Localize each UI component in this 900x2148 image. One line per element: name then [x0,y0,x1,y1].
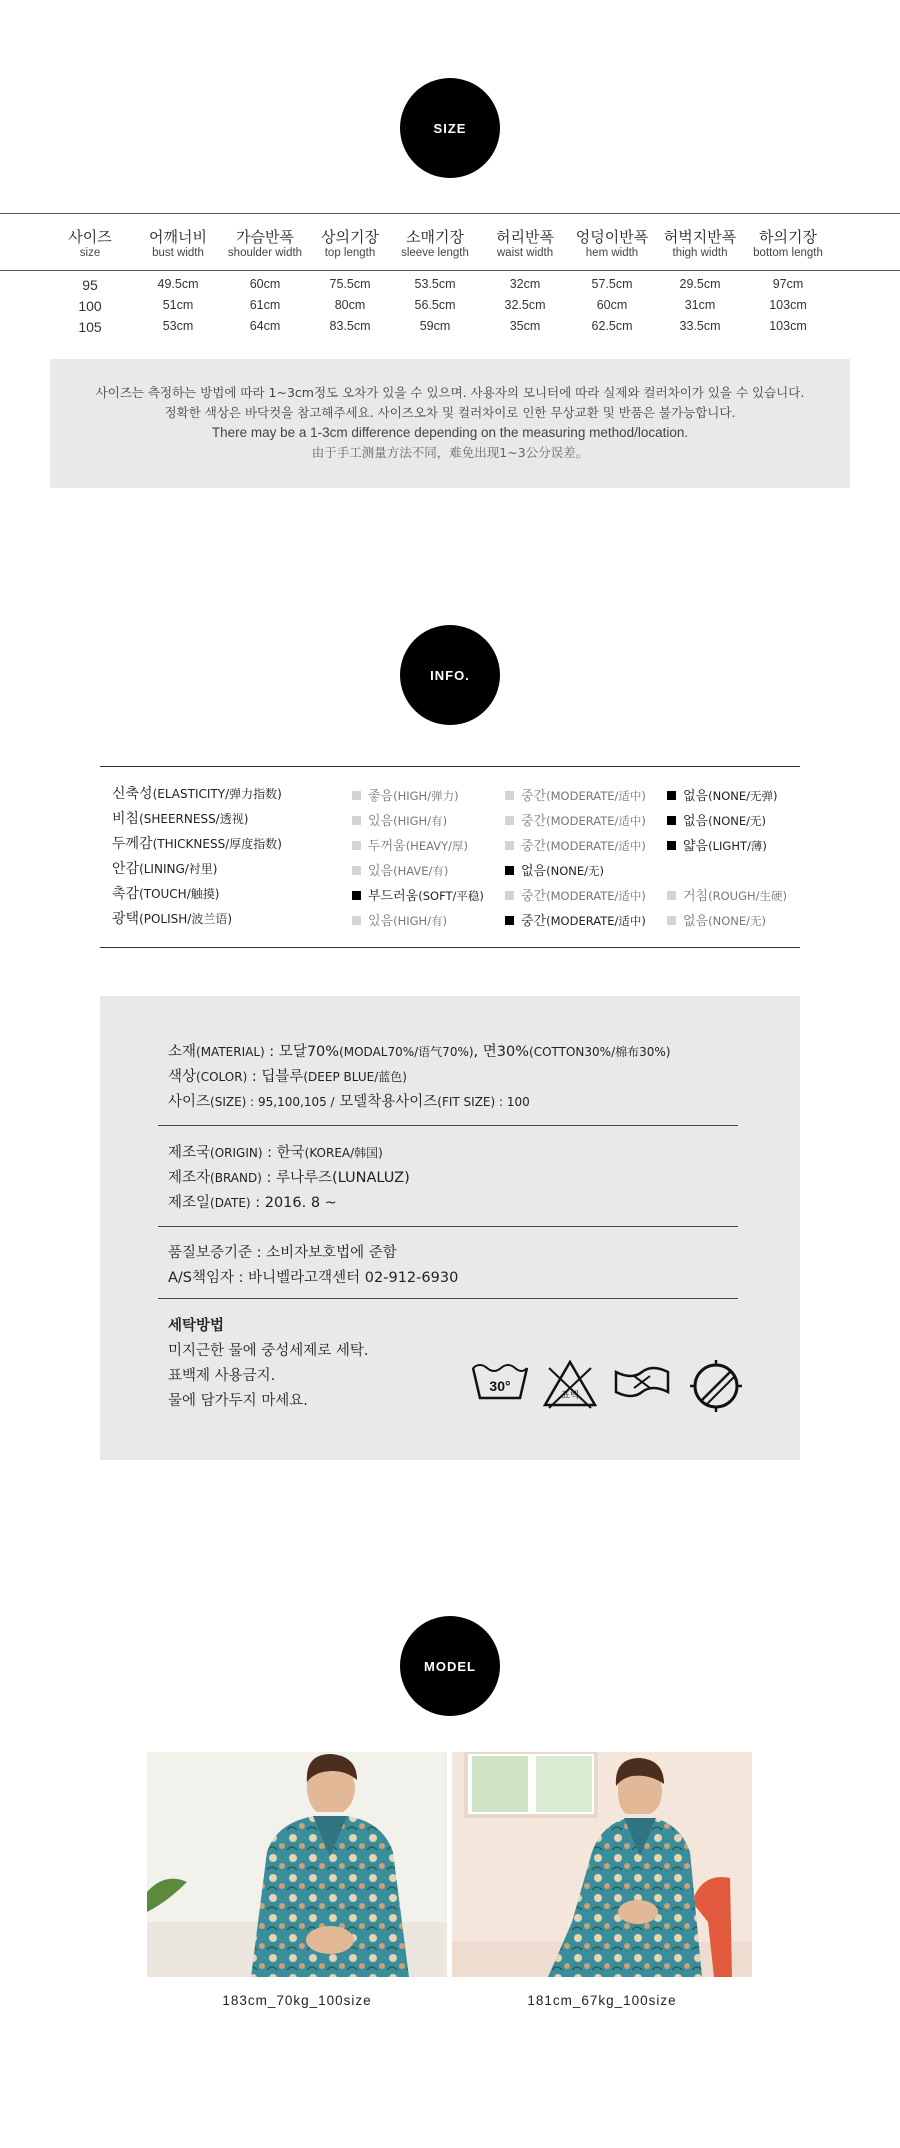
measurement-value: 103cm [769,298,807,312]
notice-ko-line1: 사이즈는 측정하는 방법에 따라 1~3cm정도 오차가 있을 수 있으며. 사용자의 모니터에 따라 실제와 컬러차이가 있을 수 있습니다. [95,385,805,400]
measurement-value: 32cm [509,277,541,291]
size-header-ko: 하의기장 [759,228,817,246]
checkbox-square-icon [352,916,361,925]
info-row [100,808,800,833]
size-header-ko: 엉덩이반폭 [575,228,649,246]
measurement-value: 51cm [162,298,194,312]
checkbox-square-icon [505,891,514,900]
size-table-cell [128,319,228,339]
info-option: 좋음(HIGH/弹力) [352,785,459,804]
size-value: 100 [78,298,102,314]
info-row [100,858,800,883]
size-header-en: size [79,247,101,259]
origin-line: 제조국(ORIGIN) : 한국(KOREA/韩国) [168,1145,383,1161]
checkbox-square-icon [505,916,514,925]
model-photo-1 [147,1752,447,1977]
measurement-value: 53cm [162,319,194,333]
size-table-cell [562,277,662,297]
info-row [100,883,800,908]
info-option-selected: 없음(NONE/无弹) [667,785,778,804]
measurement-value: 97cm [772,277,804,291]
divider [158,1125,738,1126]
size-header-en: hem width [585,247,639,259]
size-table-cell [738,277,838,297]
size-header-en: bust width [152,247,204,259]
info-option-selected: 없음(NONE/无) [667,810,766,829]
wash-title: 세탁방법 [168,1318,225,1334]
fabric-info-table [100,766,800,948]
info-option-selected: 부드러움(SOFT/平稳) [352,885,484,904]
info-label: 안감(LINING/衬里) [112,861,218,877]
measurement-value: 83.5cm [329,319,371,333]
info-row [100,833,800,858]
info-option: 중간(MODERATE/适中) [505,785,646,804]
size-header-col [128,214,228,272]
size-header-ko: 어깨너비 [149,228,207,246]
size-table-cell [738,298,838,318]
measurement-value: 64cm [249,319,281,333]
size-header-ko: 허벅지반폭 [663,228,737,246]
info-option-selected: 없음(NONE/无) [505,860,604,879]
color-line: 색상(COLOR) : 딥블루(DEEP BLUE/蓝色) [168,1069,407,1085]
info-label: 광택(POLISH/波兰语) [112,911,233,927]
size-table [0,213,900,341]
size-header-en: shoulder width [227,247,303,259]
material-line: 소재(MATERIAL) : 모달70%(MODAL70%/语气70%), 면30%(COTTON30%/棉布30%) [168,1044,671,1060]
size-notice [50,359,850,488]
info-badge: INFO. [400,625,500,725]
measurement-value: 29.5cm [679,277,721,291]
checkbox-square-icon [352,841,361,850]
size-header-ko: 허리반폭 [496,228,554,246]
size-table-cell [562,319,662,339]
as-line: A/S책임자 : 바니벨라고객센터 02-912-6930 [168,1270,459,1286]
size-table-cell [385,277,485,297]
size-header-col [650,214,750,272]
size-header-col [40,214,140,272]
measurement-value: 31cm [684,298,716,312]
size-header-col [385,214,485,272]
size-table-header [0,213,900,271]
size-header-en: thigh width [672,247,728,259]
notice-ko-line2: 정확한 색상은 바닥컷을 참고해주세요. 사이즈오차 및 컬러차이로 인한 무상교환 및 반품은 불가능합니다. [164,405,736,420]
size-line: 사이즈(SIZE) : 95,100,105 / 모델착용사이즈(FIT SIZE) : 100 [168,1094,530,1110]
checkbox-square-icon [667,816,676,825]
divider [158,1298,738,1299]
checkbox-square-icon [352,816,361,825]
date-line: 제조일(DATE) : 2016. 8 ~ [168,1195,337,1211]
measurement-value: 80cm [334,298,366,312]
info-option: 있음(HIGH/有) [352,910,447,929]
model-badge: MODEL [400,1616,500,1716]
checkbox-square-icon [505,791,514,800]
info-label: 두께감(THICKNESS/厚度指数) [112,836,282,852]
info-label: 촉감(TOUCH/触摸) [112,886,220,902]
size-badge: SIZE [400,78,500,178]
model-2-caption: 181cm_67kg_100size [527,1993,677,2008]
no-wring-icon [612,1358,672,1406]
checkbox-square-icon [352,891,361,900]
info-option-selected: 얇음(LIGHT/薄) [667,835,767,854]
size-value: 105 [78,319,102,335]
size-table-cell [475,298,575,318]
info-option: 두꺼움(HEAVY/厚) [352,835,468,854]
size-header-en: sleeve length [401,247,469,259]
size-table-cell [385,319,485,339]
wash-line: 미지근한 물에 중성세제로 세탁. [168,1343,369,1359]
size-header-en: top length [324,247,376,259]
checkbox-square-icon [505,866,514,875]
info-option: 거침(ROUGH/生硬) [667,885,787,904]
measurement-value: 62.5cm [591,319,633,333]
size-table-cell [562,298,662,318]
info-option: 중간(MODERATE/适中) [505,835,646,854]
quality-line: 품질보증기준 : 소비자보호법에 준함 [168,1245,397,1261]
notice-en: There may be a 1-3cm difference depending on the measuring method/location. [211,425,689,440]
size-table-cell [650,298,750,318]
measurement-value: 57.5cm [591,277,633,291]
measurement-value: 56.5cm [414,298,456,312]
divider [158,1226,738,1227]
size-header-ko: 사이즈 [68,228,112,246]
info-option: 있음(HAVE/有) [352,860,448,879]
info-option: 없음(NONE/无) [667,910,766,929]
info-row [100,908,800,933]
info-option-selected: 중간(MODERATE/适中) [505,910,646,929]
wash-temp: 30° [489,1378,511,1394]
size-header-ko: 소매기장 [406,228,464,246]
size-header-col [562,214,662,272]
measurement-value: 49.5cm [157,277,199,291]
measurement-value: 60cm [596,298,628,312]
checkbox-square-icon [667,791,676,800]
brand-line: 제조자(BRAND) : 루나루즈(LUNALUZ) [168,1170,410,1186]
wash-line: 표백제 사용금지. [168,1368,276,1384]
size-value: 95 [82,277,98,293]
size-header-col [738,214,838,272]
measurement-value: 53.5cm [414,277,456,291]
wash-line: 물에 담가두지 마세요. [168,1393,308,1409]
size-table-cell [738,319,838,339]
notice-zh: 由于手工测量方法不同，难免出现1~3公分误差。 [311,445,589,460]
size-table-cell [385,298,485,318]
size-table-cell [475,319,575,339]
size-header-en: bottom length [753,247,823,259]
size-header-col [475,214,575,272]
checkbox-square-icon [505,816,514,825]
measurement-value: 75.5cm [329,277,371,291]
measurement-value: 59cm [419,319,451,333]
info-label: 신축성(ELASTICITY/弹力指数) [112,786,282,802]
measurement-value: 32.5cm [504,298,546,312]
size-table-cell [475,277,575,297]
info-option: 있음(HIGH/有) [352,810,447,829]
size-table-cell [650,319,750,339]
size-table-cell [650,277,750,297]
size-header-en: waist width [496,247,554,259]
checkbox-square-icon [352,866,361,875]
info-row [100,783,800,808]
wash-30-icon [470,1358,530,1406]
no-bleach-icon [541,1358,599,1410]
no-tumble-dry-icon [686,1358,746,1414]
checkbox-square-icon [505,841,514,850]
size-table-cell [128,298,228,318]
measurement-value: 61cm [249,298,281,312]
size-table-cell [40,277,140,297]
model-photo-2 [452,1752,752,1977]
info-option: 중간(MODERATE/适中) [505,885,646,904]
info-option: 중간(MODERATE/适中) [505,810,646,829]
checkbox-square-icon [352,791,361,800]
model-1-caption: 183cm_70kg_100size [222,1993,372,2008]
measurement-value: 103cm [769,319,807,333]
checkbox-square-icon [667,891,676,900]
measurement-value: 35cm [509,319,541,333]
measurement-value: 60cm [249,277,281,291]
size-header-ko: 상의기장 [321,228,379,246]
size-table-cell [128,277,228,297]
checkbox-square-icon [667,916,676,925]
size-header-ko: 가슴반폭 [236,228,294,246]
size-table-cell [40,298,140,318]
size-table-body [0,271,900,341]
checkbox-square-icon [667,841,676,850]
measurement-value: 33.5cm [679,319,721,333]
size-table-cell [40,319,140,339]
info-label: 비침(SHEERNESS/透视) [112,811,249,827]
bleach-label: 표백 [561,1391,579,1401]
